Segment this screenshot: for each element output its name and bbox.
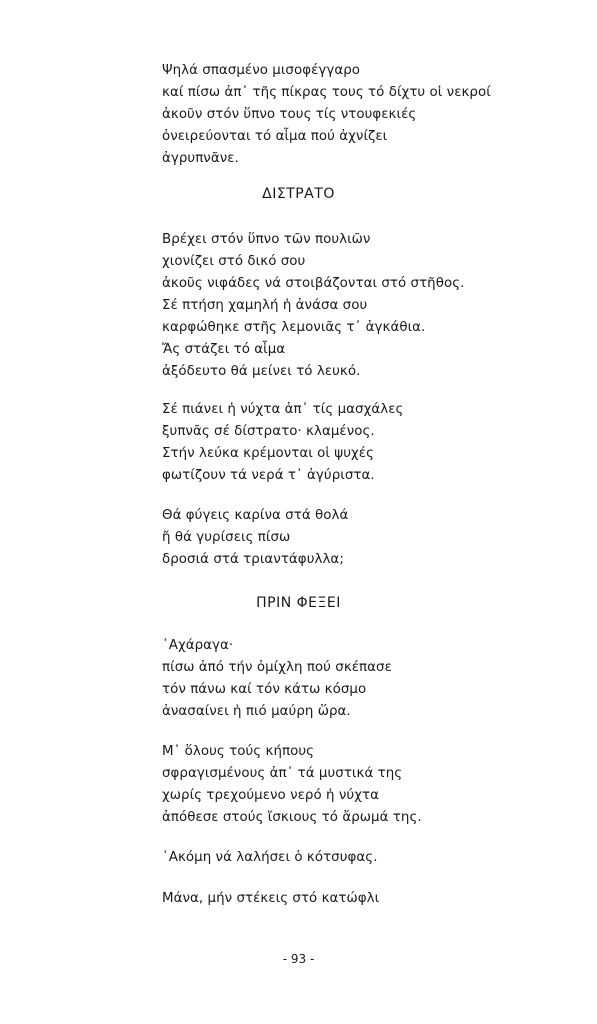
poem-title-distrato: ΔΙΣΤΡΑΤΟ xyxy=(262,186,335,202)
poem3-stanza-4 xyxy=(162,888,379,910)
poem-line: ξυπνᾶς σέ δίστρατο· κλαμένος. xyxy=(162,424,375,439)
poem-line: ἀπόθεσε στούς ἴσκιους τό ἄρωμά της. xyxy=(162,810,422,825)
page-number: - 93 - xyxy=(282,952,315,966)
poem-line: ἀνασαίνει ἡ πιό μαύρη ὥρα. xyxy=(162,704,351,719)
poem-line: ἀκοῦν στόν ὕπνο τους τίς ντουφεκιές xyxy=(162,107,417,122)
poem-line: δροσιά στά τριαντάφυλλα; xyxy=(162,552,344,567)
poem-line: Σέ πτήση χαμηλή ἡ ἀνάσα σου xyxy=(162,298,368,313)
poem-line: Βρέχει στόν ὕπνο τῶν πουλιῶν xyxy=(162,232,371,247)
poem-line: χωρίς τρεχούμενο νερό ἡ νύχτα xyxy=(162,788,379,803)
poem-line: Στήν λεύκα κρέμονται οἱ ψυχές xyxy=(162,446,374,461)
poem-line: Θά φύγεις καρίνα στά θολά xyxy=(162,508,349,523)
poem-line: καρφώθηκε στῆς λεμονιᾶς τ᾽ ἀγκάθια. xyxy=(162,320,426,335)
poem-line: Ψηλά σπασμένο μισοφέγγαρο xyxy=(162,63,361,78)
poem-line: τόν πάνω καί τόν κάτω κόσμο xyxy=(162,682,367,697)
poem-line: ἀξόδευτο θά μείνει τό λευκό. xyxy=(162,364,361,379)
poem3-stanza-1 xyxy=(162,635,392,723)
poem3-stanza-3 xyxy=(162,847,378,869)
poem-title-prin-fexei: ΠΡΙΝ ΦΕΞΕΙ xyxy=(256,595,341,611)
poem2-stanza-2 xyxy=(162,399,403,487)
poem-line: ὀνειρεύονται τό αἷμα πού ἀχνίζει xyxy=(162,129,388,144)
poem-line: ᾽Ακόμη νά λαλήσει ὁ κότσυφας. xyxy=(162,850,378,865)
poem-line: πίσω ἀπό τήν ὀμίχλη πού σκέπασε xyxy=(162,660,392,675)
poem2-stanza-1 xyxy=(162,229,464,383)
poem-line: ἀγρυπνᾶνε. xyxy=(162,151,239,166)
poem-line: Σέ πιάνει ἡ νύχτα ἀπ᾽ τίς μασχάλες xyxy=(162,402,404,417)
poem-line: καί πίσω ἀπ᾽ τῆς πίκρας τους τό δίχτυ οἱ νεκροί xyxy=(162,85,491,100)
poem-line: ἤ θά γυρίσεις πίσω xyxy=(162,530,291,545)
poem-line: ἀκοῦς νιφάδες νά στοιβάζονται στό στῆθος. xyxy=(162,276,465,291)
poem-line: σφραγισμένους ἀπ᾽ τά μυστικά της xyxy=(162,766,403,781)
poem3-stanza-2 xyxy=(162,741,422,829)
poem-line: Μάνα, μήν στέκεις στό κατώφλι xyxy=(162,891,380,906)
poem-line: Μ᾽ ὅλους τούς κήπους xyxy=(162,744,315,759)
poem-line: Ἄς στάζει τό αἷμα xyxy=(162,342,286,357)
poem-line: χιονίζει στό δικό σου xyxy=(162,254,306,269)
poem2-stanza-3 xyxy=(162,505,348,571)
poem-continuation-stanza xyxy=(162,60,491,170)
poem-line: φωτίζουν τά νερά τ᾽ ἀγύριστα. xyxy=(162,468,375,483)
poem-line: ᾽Αχάραγα· xyxy=(162,638,234,653)
